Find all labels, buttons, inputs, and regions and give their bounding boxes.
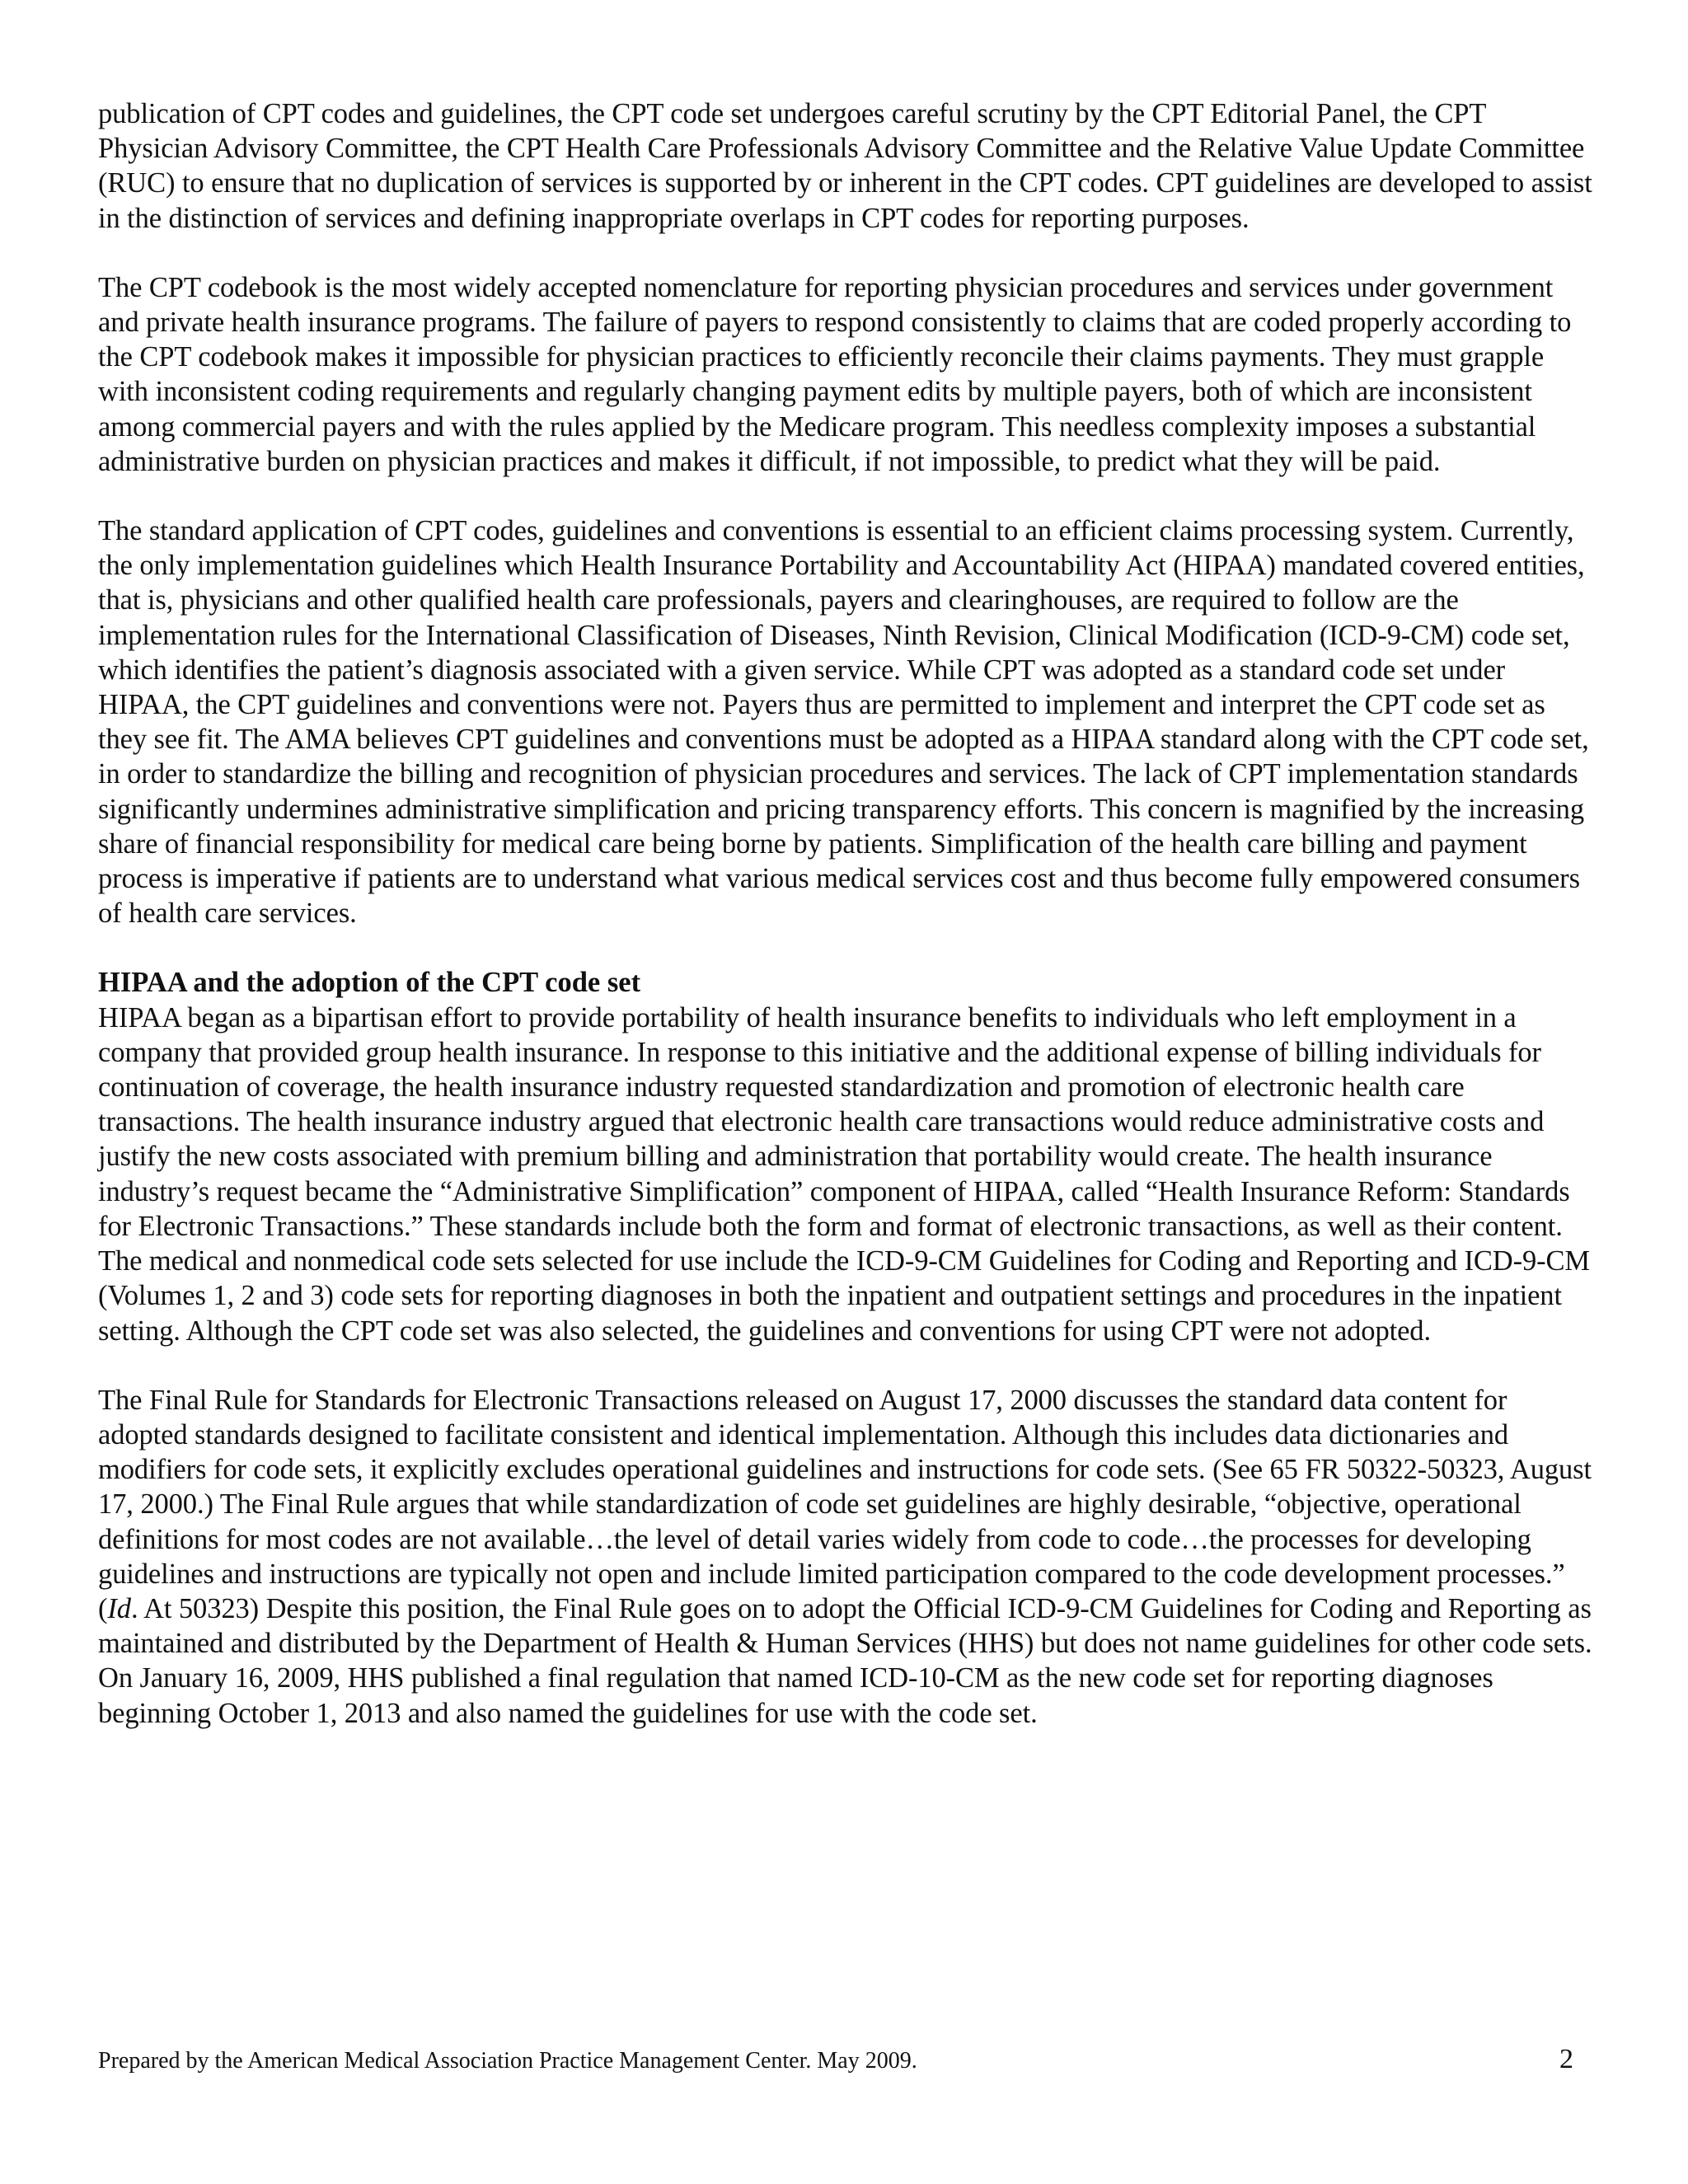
final-rule-citation-id: Id [107,1592,131,1624]
page-footer [98,2046,1573,2075]
paragraph-hipaa-history: HIPAA began as a bipartisan effort to provide portability of health insurance benefits to individuals who left employment in a company that provided group health insurance. In response to this initiative and the additional expense of billing individuals for continuation of coverage, the health insurance industry requested standardization and promotion of electronic health care transactions. The health insurance industry argued that electronic health care transactions would reduce administrative costs and justify the new costs associated with premium billing and administration that portability would create. The health insurance industry’s request became the “Administrative Simplification” component of HIPAA, called “Health Insurance Reform: Standards for Electronic Transactions.” These standards include both the form and format of electronic transactions, as well as their content. The medical and nonmedical code sets selected for use include the ICD-9-CM Guidelines for Coding and Reporting and ICD-9-CM (Volumes 1, 2 and 3) code sets for reporting diagnoses in both the inpatient and outpatient settings and procedures in the inpatient setting. Although the CPT code set was also selected, the guidelines and conventions for using CPT were not adopted. [98,1001,1590,1347]
final-rule-text-part1: The Final Rule for Standards for Electronic Transactions released on August 17, 2000 discusses the standard data content for adopted standards designed to facilitate consistent and identical implementation. Although this includes data dictionaries and modifiers for code sets, it explicitly excludes operational guidelines and instructions for code sets. (See 65 FR 50322-50323, August 17, 2000.) The Final Rule argues that while standardization of code set guidelines are highly desirable, “objective, operational definitions for most codes are not available…the level of detail varies widely from code to code…the processes for developing guidelines and instructions are typically not open and include limited participation compared to the code development processes.” ( [98,1384,1592,1624]
document-body [98,96,1598,1765]
paragraph-final-rule [98,1383,1598,1731]
paragraph-cpt-scrutiny: publication of CPT codes and guidelines, the CPT code set undergoes careful scrutiny by the CPT Editorial Panel, the CPT Physician Advisory Committee, the CPT Health Care Professionals Advisory Committee and the Relative Value Update Committee (RUC) to ensure that no duplication of services is supported by or inherent in the CPT codes. CPT guidelines are developed to assist in the distinction of services and defining inappropriate overlaps in CPT codes for reporting purposes. [98,98,1592,234]
section-heading-hipaa: HIPAA and the adoption of the CPT code set [98,967,641,999]
final-rule-text-part2: . At 50323) Despite this position, the Final Rule goes on to adopt the Official ICD-9-CM Guidelines for Coding and Reporting as maintained and distributed by the Department of Health & Human Services (HHS) but does not name guidelines for other code sets. On January 16, 2009, HHS published a final regulation that named ICD-10-CM as the new code set for reporting diagnoses beginning October 1, 2013 and also named the guidelines for use with the code set. [98,1592,1592,1729]
paragraph-standard-application: The standard application of CPT codes, guidelines and conventions is essential to an efficient claims processing system. Currently, the only implementation guidelines which Health Insurance Portability and Accountability Act (HIPAA) mandated covered entities, that is, physicians and other qualified health care professionals, payers and clearinghouses, are required to follow are the implementation rules for the International Classification of Diseases, Ninth Revision, Clinical Modification (ICD-9-CM) code set, which identifies the patient’s diagnosis associated with a given service. While CPT was adopted as a standard code set under HIPAA, the CPT guidelines and conventions were not. Payers thus are permitted to implement and interpret the CPT code set as they see fit. The AMA believes CPT guidelines and conventions must be adopted as a HIPAA standard along with the CPT code set, in order to standardize the billing and recognition of physician procedures and services. The lack of CPT implementation standards significantly undermines administrative simplification and pricing transparency efforts. This concern is magnified by the increasing share of financial responsibility for medical care being borne by patients. Simplification of the health care billing and payment process is imperative if patients are to understand what various medical services cost and thus become fully empowered consumers of health care services. [98,515,1589,930]
footer-text: Prepared by the American Medical Association Practice Management Center. May 2009. [98,2048,917,2074]
page-number: 2 [1559,2044,1573,2074]
paragraph-cpt-codebook: The CPT codebook is the most widely accepted nomenclature for reporting physician procedures and services under government and private health insurance programs. The failure of payers to respond consistently to claims that are coded properly according to the CPT codebook makes it impossible for physician practices to efficiently reconcile their claims payments. They must grapple with inconsistent coding requirements and regularly changing payment edits by multiple payers, both of which are inconsistent among commercial payers and with the rules applied by the Medicare program. This needless complexity imposes a substantial administrative burden on physician practices and makes it difficult, if not impossible, to predict what they will be paid. [98,271,1572,477]
